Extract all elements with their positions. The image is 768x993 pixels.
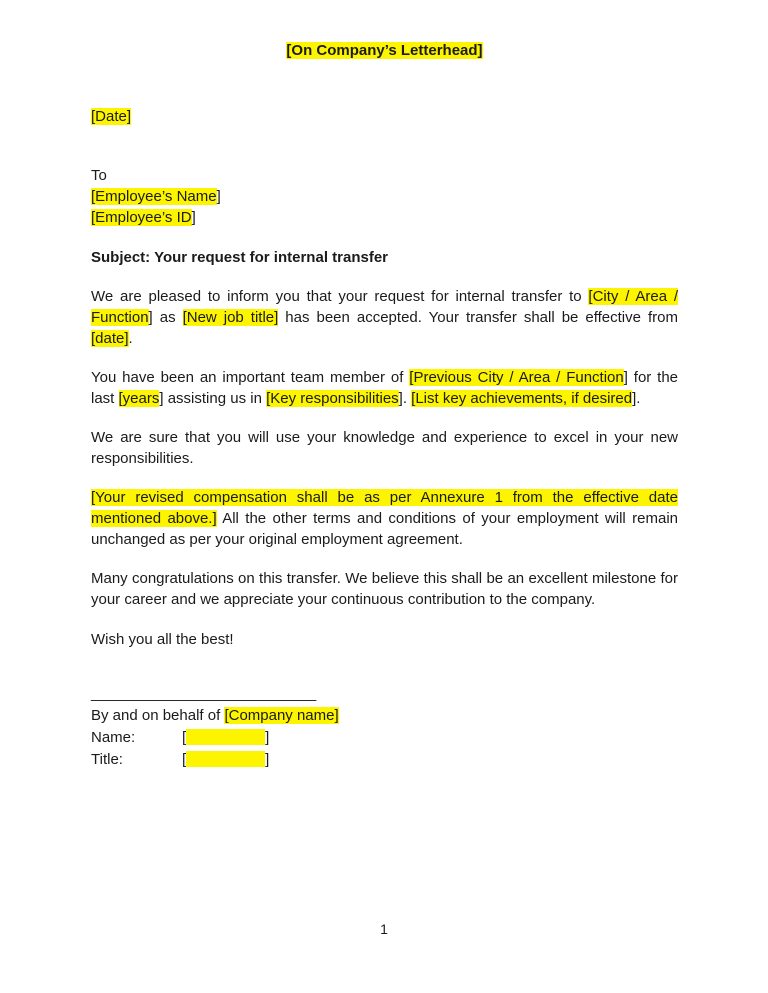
title-label: Title:	[91, 751, 123, 768]
subject-line: Subject: Your request for internal transfer	[91, 249, 389, 266]
recipient-line	[91, 165, 678, 186]
text-run: ].	[398, 390, 412, 407]
highlight-run: [Employee’s Name	[91, 188, 217, 205]
name-label: Name:	[91, 729, 136, 746]
highlight-run: [On Company’s Letterhead]	[286, 42, 483, 59]
highlight-run: [Company name]	[224, 707, 339, 724]
recipient-line	[91, 207, 678, 228]
text-run: ] assisting us in	[159, 390, 267, 407]
body-paragraph	[91, 568, 678, 610]
body-paragraph	[91, 427, 678, 469]
text-run: To	[91, 167, 107, 184]
recipient-line	[91, 186, 678, 207]
close-bracket: ]	[265, 729, 270, 746]
text-run: We are pleased to inform you that your request for internal transfer to	[91, 288, 589, 305]
text-run: .	[128, 330, 133, 347]
body-paragraph	[91, 367, 678, 409]
body-paragraph	[91, 487, 678, 550]
text-run: ] for the last	[91, 369, 679, 407]
letter-body	[91, 286, 678, 610]
text-run: has been accepted. Your transfer shall be effective from	[278, 309, 678, 326]
date-placeholder-line	[91, 106, 678, 127]
open-bracket: [	[182, 729, 187, 746]
close-bracket: ]	[265, 751, 270, 768]
highlight-run: [Date]	[91, 108, 132, 125]
highlight-run: [Key responsibilities	[266, 390, 399, 407]
highlight-run: [City / Area / Function	[91, 288, 678, 326]
signature-rule: ___________________________	[91, 685, 317, 702]
highlight-run: [Employee’s ID	[91, 209, 192, 226]
signature-block	[91, 683, 678, 771]
text-run: ]	[191, 209, 196, 226]
text-run: We are sure that you will use your knowledge and experience to excel in your new responsibilities.	[91, 429, 678, 467]
name-blank-highlight	[186, 729, 265, 745]
text-run: By and on behalf of	[91, 707, 225, 724]
highlight-run: [date]	[91, 330, 129, 347]
text-run: ] as	[148, 309, 183, 326]
text-run: ].	[632, 390, 641, 407]
page-number: 1	[380, 921, 388, 937]
behalf-line	[91, 705, 678, 727]
letterhead-title	[91, 40, 678, 61]
highlight-run: [Previous City / Area / Function	[409, 369, 624, 386]
text-run: Many congratulations on this transfer. We believe this shall be an excellent milestone for your career and we appreciate your continuous contribution to the company.	[91, 570, 678, 608]
closing-line: Wish you all the best!	[91, 631, 234, 648]
text-run: You have been an important team member of	[91, 369, 410, 386]
highlight-run: [List key achievements, if desired	[411, 390, 633, 407]
open-bracket: [	[182, 751, 187, 768]
text-run: All the other terms and conditions of your employment will remain unchanged as per your original employment agreement.	[91, 510, 679, 548]
signature-row-name	[91, 727, 678, 749]
text-run: ]	[216, 188, 221, 205]
title-blank-highlight	[186, 751, 265, 767]
highlight-run: [New job title]	[182, 309, 279, 326]
body-paragraph	[91, 286, 678, 349]
highlight-run: [Your revised compensation shall be as per Annexure 1 from the effective date mentioned above.]	[91, 489, 678, 527]
recipient-block	[91, 165, 678, 228]
signature-row-title	[91, 749, 678, 771]
highlight-run: [years	[118, 390, 160, 407]
